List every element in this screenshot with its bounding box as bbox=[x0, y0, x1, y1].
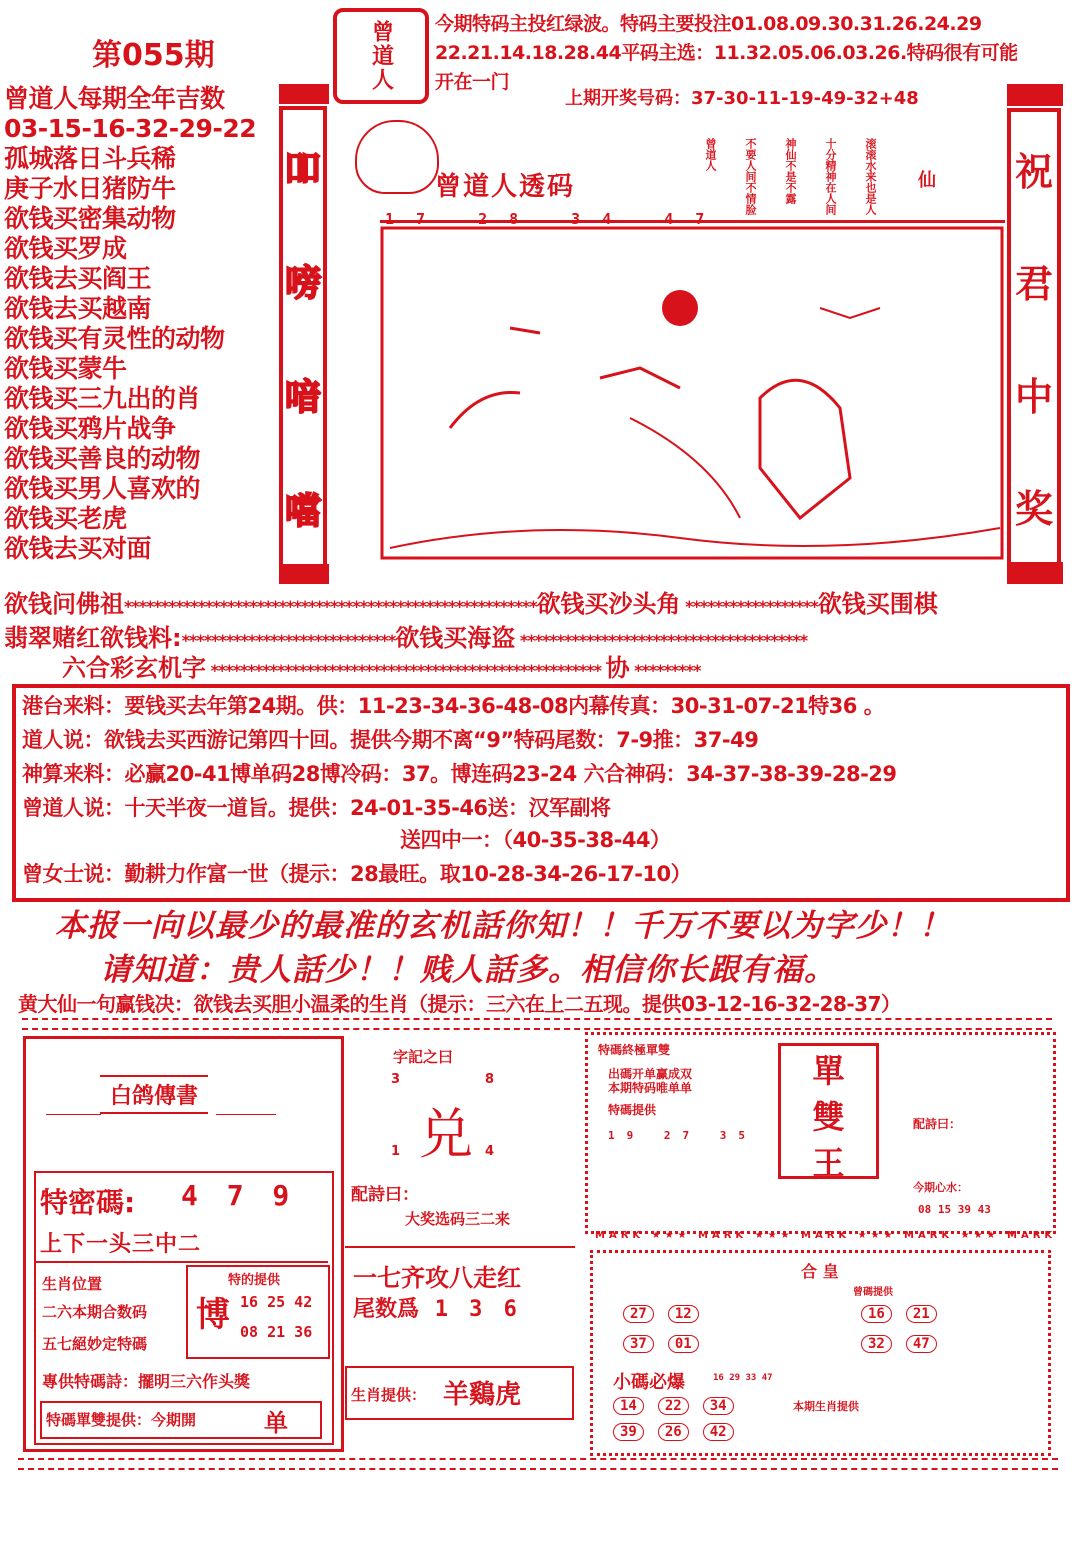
fairy-sketch bbox=[355, 120, 439, 194]
seal-stamp bbox=[333, 8, 429, 104]
left-clue: 欲钱买罗成 bbox=[4, 234, 127, 263]
peishi-text: 大奖选码三二来 bbox=[405, 1210, 511, 1228]
heshang-panel bbox=[590, 1250, 1051, 1456]
mima-label: 曾碼提供 bbox=[853, 1287, 893, 1298]
poem-col: 神仙不是不露 bbox=[784, 138, 797, 204]
shengxiao-line-a: 二六本期合数码 bbox=[42, 1303, 148, 1321]
left-nums bbox=[623, 1303, 713, 1323]
star-line-3-a: 六合彩玄机字 bbox=[62, 654, 206, 682]
tema-divider bbox=[36, 1261, 328, 1263]
left-clue: 欲钱去买越南 bbox=[4, 294, 152, 323]
last-draw-label: 上期开奖号码： bbox=[565, 88, 691, 109]
info-line: 神算来料：必赢20-41博单码28博冷码：37。博连码23-24 六合神码：34-37-38-39-28-29 bbox=[22, 762, 897, 786]
num-circle: 14 bbox=[613, 1397, 644, 1415]
ds-line-1: 出碼开单赢成双 bbox=[608, 1067, 693, 1081]
xinshui-label: 今期心水： bbox=[913, 1181, 968, 1194]
weishu-line bbox=[353, 1292, 521, 1323]
star-line-3-b: 协 bbox=[605, 654, 630, 682]
peishi2-label: 配詩曰： bbox=[913, 1117, 962, 1131]
num-circle: 12 bbox=[668, 1305, 699, 1323]
left-scroll-bottom-bar bbox=[279, 564, 329, 584]
poem-line: 專供特碼詩：擺明三六作头獎 bbox=[42, 1372, 251, 1391]
num-circle: 16 bbox=[861, 1305, 892, 1323]
sx-value: 羊鷄虎 bbox=[443, 1380, 522, 1410]
dsw-char-3: 王 bbox=[812, 1144, 845, 1182]
slogan-2: 请知道：贵人話少！！贱人話多。相信你长跟有福。 bbox=[100, 952, 836, 988]
num-circle: 21 bbox=[906, 1305, 937, 1323]
tedian-label: 特的提供 bbox=[228, 1273, 281, 1288]
star-line-1-a: 欲钱问佛祖 bbox=[4, 590, 124, 618]
poem-col: 曾道人 bbox=[704, 138, 717, 171]
left-clue: 欲钱买蒙牛 bbox=[4, 354, 127, 383]
bo-char: 博 bbox=[196, 1295, 230, 1335]
num-circle: 47 bbox=[906, 1335, 937, 1353]
poem-col: 不要人间不情脸 bbox=[744, 138, 757, 215]
left-clue: 欲钱买老虎 bbox=[4, 504, 127, 533]
right-nums-2 bbox=[861, 1333, 951, 1353]
sx-box bbox=[345, 1366, 574, 1420]
center-panel bbox=[345, 1036, 580, 1446]
dsw-box bbox=[778, 1043, 879, 1182]
left-clue: 欲钱买密集动物 bbox=[4, 204, 176, 233]
slogan-1: 本报一向以最少的最准的玄机話你知！！千万不要以为字少！！ bbox=[55, 908, 951, 944]
left-clue: 庚子水日猪防牛 bbox=[4, 174, 176, 203]
small-nums-1 bbox=[613, 1395, 748, 1415]
header-line-3: 开在一门 bbox=[435, 71, 510, 93]
mark-text: MARK bbox=[801, 1230, 851, 1241]
num-circle: 42 bbox=[703, 1423, 734, 1441]
left-clue: 欲钱买善良的动物 bbox=[4, 444, 201, 473]
danshuang-title: 特碼終極單雙 bbox=[598, 1043, 671, 1057]
left-clue: 03-15-16-32-29-22 bbox=[4, 114, 257, 143]
info-line: 曾道人说：十天半夜一道旨。提供：24-01-35-46送：汉军副将 bbox=[22, 796, 611, 820]
right-scroll-char: 奖 bbox=[1014, 487, 1053, 532]
right-scroll-char: 君 bbox=[1014, 262, 1053, 307]
left-clue: 欲钱买有灵性的动物 bbox=[4, 324, 225, 353]
left-nums-2 bbox=[623, 1333, 713, 1353]
right-scroll-char: 中 bbox=[1014, 374, 1053, 419]
tema-box bbox=[34, 1171, 334, 1445]
right-scroll-char: 祝 bbox=[1014, 149, 1053, 194]
shengxiao-label: 生肖位置 bbox=[42, 1275, 103, 1293]
poem-col: 滚滚水来也是人 bbox=[864, 138, 877, 215]
heshang-title: 合 皇 bbox=[801, 1262, 839, 1281]
center-num-tr: 8 bbox=[485, 1072, 495, 1087]
left-clue: 欲钱去买对面 bbox=[4, 534, 152, 563]
center-num-br: 4 bbox=[485, 1144, 495, 1159]
tema-value: 4 7 9 bbox=[181, 1179, 296, 1212]
bottom-panel bbox=[15, 1028, 1060, 1458]
left-clue: 欲钱买鸦片战争 bbox=[4, 414, 176, 443]
picture-title: 曾道人透码 bbox=[435, 172, 576, 202]
header-line-2: 22.21.14.18.28.44平码主选：11.32.05.06.03.26.特码很有可能 bbox=[435, 42, 1018, 64]
info-line: 道人说：欲钱去买西游记第四十回。提供今期不离“9”特码尾数：7-9推：37-49 bbox=[22, 728, 759, 752]
dsw-char-1: 單 bbox=[812, 1052, 845, 1090]
huang-line: 黄大仙一句赢钱决：欲钱去买胆小温柔的生肖（提示：三六在上二五现。提供03-12-16-32-28-37） bbox=[18, 992, 901, 1016]
seal-text: 曾道人 bbox=[368, 20, 394, 92]
poem-title: 仙 bbox=[918, 170, 936, 191]
dan-box bbox=[40, 1401, 322, 1439]
star-ribbon-bottom bbox=[18, 1458, 1058, 1470]
danshuang-panel bbox=[585, 1032, 1056, 1234]
center-num-tl: 3 bbox=[391, 1072, 401, 1087]
baige-panel bbox=[23, 1036, 344, 1452]
weishu-label: 尾数爲 bbox=[353, 1297, 420, 1322]
star-line-3: 六合彩玄机字 ***************************************************** 协 ********* bbox=[62, 654, 701, 682]
header-line-1: 今期特码主投红绿波。特码主要投注01.08.09.30.31.26.24.29 bbox=[435, 13, 982, 35]
left-clue: 欲钱买男人喜欢的 bbox=[4, 474, 201, 503]
num-circle: 27 bbox=[623, 1305, 654, 1323]
left-scroll-top-bar bbox=[279, 84, 329, 104]
dsw-char-2: 雙 bbox=[812, 1098, 845, 1136]
left-scroll bbox=[279, 84, 329, 584]
xiaoma-label: 小碼必爆 bbox=[613, 1372, 685, 1393]
star-line-1: 欲钱问佛祖********************************************************欲钱买沙头角 ******************欲钱买围棋 bbox=[4, 590, 938, 618]
ds-nums: 19 27 35 bbox=[608, 1129, 757, 1142]
picture-area bbox=[335, 100, 1000, 570]
star-line-2: 翡翠赌红欲钱料:*****************************欲钱买海盗 *************************************** bbox=[4, 624, 808, 652]
mark-text: MARK bbox=[904, 1230, 954, 1241]
sx-label: 生肖提供： bbox=[351, 1386, 427, 1404]
right-scroll-bottom-bar bbox=[1007, 562, 1063, 584]
center-char: 兑 bbox=[419, 1103, 473, 1166]
small-nums-2 bbox=[613, 1421, 748, 1441]
peishi-label: 配詩曰： bbox=[351, 1185, 419, 1205]
tema-sub: 上下一头三中二 bbox=[40, 1232, 202, 1257]
left-clue: 曾道人每期全年吉数 bbox=[4, 84, 225, 113]
num-circle: 32 bbox=[861, 1335, 892, 1353]
left-clue-list bbox=[4, 84, 256, 564]
last-draw-value: 37-30-11-19-49-32+48 bbox=[691, 88, 919, 109]
dan-value: 单 bbox=[264, 1409, 288, 1437]
left-clue: 欲钱买三九出的肖 bbox=[4, 384, 201, 413]
right-nums bbox=[861, 1303, 951, 1323]
yiqi-line: 一七齐攻八走红 bbox=[353, 1264, 521, 1292]
mark-text: MARK bbox=[595, 1230, 645, 1241]
star-line-2-b: 欲钱买海盗 bbox=[395, 624, 516, 652]
right-scroll-body bbox=[1007, 108, 1061, 566]
mark-text: MARK bbox=[1007, 1230, 1057, 1241]
picture-poem bbox=[690, 138, 960, 222]
right-scroll-top-bar bbox=[1007, 84, 1063, 106]
bottom-nums: 16 29 33 47 bbox=[713, 1373, 773, 1383]
ds-provide: 特碼提供 bbox=[608, 1103, 657, 1117]
xinshui-nums: 08 15 39 43 bbox=[918, 1203, 991, 1216]
left-scroll-char: 噹 bbox=[284, 490, 321, 532]
num-circle: 01 bbox=[668, 1335, 699, 1353]
mark-text: MARK bbox=[698, 1230, 748, 1241]
info-line: 送四中一：（40-35-38-44） bbox=[400, 828, 671, 852]
mark-strip: MARK ★★★ MARK ★★★ MARK ★★★ MARK ★★★ MARK bbox=[595, 1230, 1057, 1241]
tema-label: 特密碼: bbox=[40, 1186, 136, 1219]
star-line-1-c: 欲钱买围棋 bbox=[817, 590, 938, 618]
nums-row-2: 08 21 36 bbox=[240, 1323, 313, 1341]
left-scroll-char: 吅 bbox=[284, 149, 321, 191]
num-circle: 34 bbox=[703, 1397, 734, 1415]
right-scroll bbox=[1007, 84, 1063, 584]
dan-label: 特碼單雙提供：今期開 bbox=[46, 1411, 197, 1429]
bensheng-label: 本期生肖提供 bbox=[793, 1400, 859, 1413]
center-num-bl: 1 bbox=[391, 1144, 401, 1159]
tedian-box bbox=[186, 1265, 330, 1359]
star-line-1-b: 欲钱买沙头角 bbox=[536, 590, 681, 618]
shengxiao-line-b: 五七絕妙定特碼 bbox=[42, 1335, 148, 1353]
fishing-scene bbox=[380, 218, 1005, 568]
picture-number-strip: 17 28 34 47 bbox=[385, 210, 727, 228]
num-circle: 26 bbox=[658, 1423, 689, 1441]
issue-title: 第055期 bbox=[92, 38, 215, 73]
baige-note-right bbox=[216, 1114, 276, 1155]
star-line-2-a: 翡翠赌红欲钱料: bbox=[4, 624, 182, 652]
num-circle: 22 bbox=[658, 1397, 689, 1415]
poem-col: 十分精神在人间 bbox=[824, 138, 837, 215]
left-scroll-char: 喑 bbox=[284, 376, 321, 418]
nums-row-1: 16 25 42 bbox=[240, 1293, 313, 1311]
info-line: 港台来料：要钱买去年第24期。供：11-23-34-36-48-08内幕传真：30-31-07-21特36 。 bbox=[22, 694, 885, 718]
left-scroll-body bbox=[279, 106, 327, 569]
info-box bbox=[12, 684, 1070, 902]
left-clue: 孤城落日斗兵稀 bbox=[4, 144, 176, 173]
info-line: 曾女士说：勤耕力作富一世（提示：28最旺。取10-28-34-26-17-10） bbox=[22, 862, 692, 886]
weishu-value: 1 3 6 bbox=[434, 1297, 521, 1322]
left-clue: 欲钱去买阎王 bbox=[4, 264, 152, 293]
ds-line-2: 本期特码唯单单 bbox=[608, 1081, 693, 1095]
num-circle: 39 bbox=[613, 1423, 644, 1441]
left-scroll-char: 嗙 bbox=[284, 263, 321, 305]
center-title: 字記之曰 bbox=[393, 1048, 454, 1066]
baige-note-left bbox=[46, 1114, 101, 1155]
center-divider bbox=[345, 1246, 575, 1248]
baige-title: 白鸽傳書 bbox=[100, 1075, 208, 1114]
num-circle: 37 bbox=[623, 1335, 654, 1353]
